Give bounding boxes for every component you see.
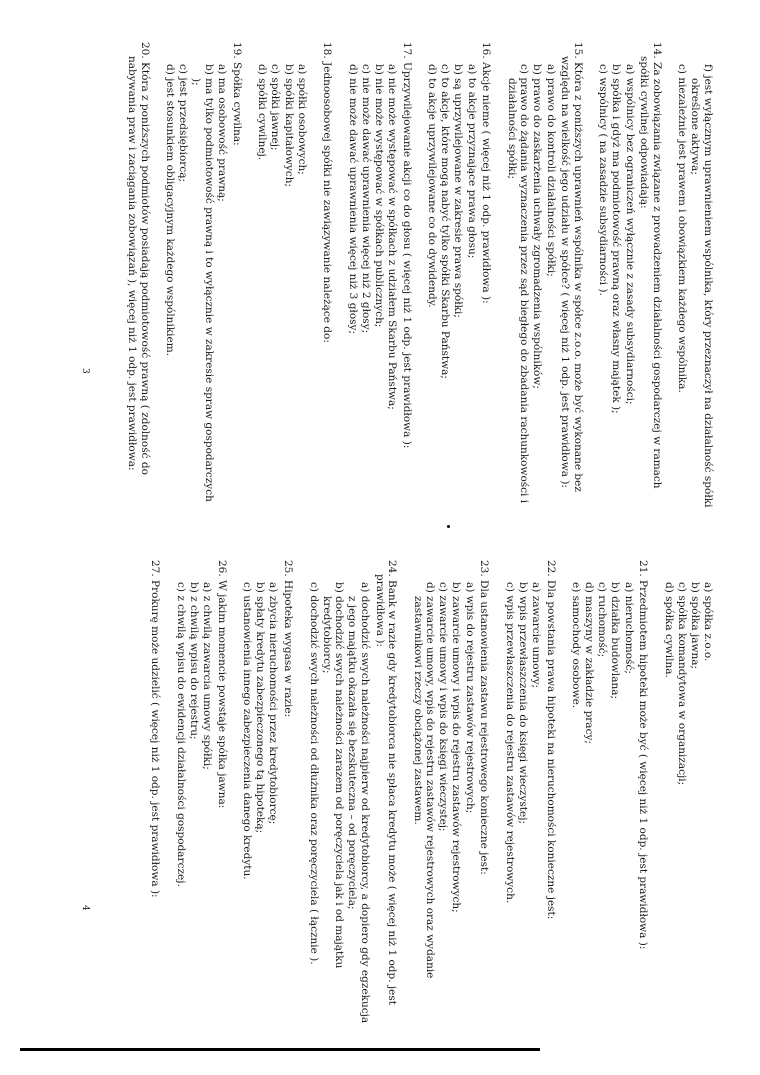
answer-option: c) ustanowienia innego zabezpieczenia danego kredytu. <box>241 582 254 880</box>
question-text: 20. Która z poniższych podmiotów posiadają podmiotowość prawną ( zdolność do nabywania praw i zaciągania zobowiązań ), więcej niż 1 odp. jest prawidłowa: <box>126 42 151 475</box>
answer-option: b) działka budowlana; <box>609 582 622 700</box>
answer-option: e) samochody osobowe. <box>570 582 583 709</box>
answer-option: b) nie może występować w spółkach publicznych; <box>373 64 386 328</box>
answer-options <box>174 560 213 1030</box>
answer-options <box>505 42 556 512</box>
answer-option: a) wspólnicy bez ograniczeń wyłącznie z zasady subsydiarności; <box>623 64 636 405</box>
answer-options <box>662 560 714 1030</box>
answer-options <box>597 42 636 512</box>
answer-options <box>411 560 475 1030</box>
question-block <box>597 42 663 512</box>
answer-options <box>241 560 280 1030</box>
answer-options <box>307 560 371 1030</box>
answer-option: b) prawo do zaskarżenia uchwały zgromadzenia wspólników; <box>531 64 544 389</box>
question-text: 26. W jakim momencie powstaje spółka jawna: <box>215 560 228 809</box>
answer-option: d) to akcje uprzywilejowane co do dywidendy. <box>426 64 439 308</box>
question-text: 19. Spółka cywilna: <box>230 42 243 146</box>
answer-option: d) maszyny w zakładzie pracy; <box>583 582 596 744</box>
answer-option: c) niezależnie jest prawem i obowiązkiem każdego wspólnika. <box>676 64 689 393</box>
answer-option: b) zawarcie umowy i wpis do rejestru zastawów rejestrowych; <box>450 582 463 913</box>
answer-option: d) nie może dawać uprawnienia więcej niż 3 głosy; <box>346 64 359 335</box>
question-block <box>411 560 490 1030</box>
question-text: 18. Jednoosobowej spółki nie zawiązywanie należące do: <box>321 42 334 343</box>
question-text: 24. Bank w razie gdy kredytobiorca nie spłaca kredytu może ( więcej niż 1 odp. jest prawidłowa ): <box>373 560 399 1005</box>
answer-option: b) ma tylko podmiotowość prawną i to wyłącznie w zakresie spraw gospodarczych ); <box>190 64 216 502</box>
right-column <box>136 560 714 1030</box>
answer-option: b) spółka jawna; <box>688 582 701 670</box>
answer-option: a) wpis do rejestru zastawów rejestrowych; <box>463 582 476 814</box>
answer-option: d) zawarcie umowy, wpis do rejestru zastawów rejestrowych oraz wydanie zastawnikowi rzeczy obciążonej zastawem. <box>411 582 437 979</box>
question-block <box>570 560 650 1030</box>
question-block <box>321 42 334 512</box>
question-text: 16. Akcje nieme ( więcej niż 1 odp. prawidłowa ): <box>480 42 493 304</box>
answer-option: b) spółka i gdyż ma podmiotowość prawną oraz własny majątek ); <box>610 64 623 414</box>
answer-option: b) dochodzić swych należności zarazem od poręczyciela jak i od majątku kredytobiorcy; <box>320 582 346 969</box>
question-text: 23. Dla ustanowienia zastawu rejestrowego konieczne jest: <box>478 560 491 875</box>
answer-option: c) spółki jawnej; <box>269 64 282 151</box>
question-block <box>256 42 308 512</box>
answer-option: b) spółki kapitałowych; <box>282 64 295 188</box>
answer-option: c) ruchomość; <box>596 582 609 658</box>
answer-option: a) spółka z.o.o. <box>702 582 714 662</box>
answer-option: d) jest stosunkiem obligacyjnym każdego wspólnikiem. <box>164 64 177 357</box>
speck-mark <box>447 525 450 528</box>
answer-option: b) spłaty kredytu zabezpieczonego tą hipoteką; <box>254 582 267 834</box>
answer-option: c) z chwilą wpisu do ewidencji działalności gospodarczej. <box>174 582 187 887</box>
answer-option: d) spółki cywilnej. <box>256 64 269 161</box>
answer-options <box>426 42 478 512</box>
answer-options <box>164 42 228 512</box>
answer-option: c) spółka komandytowa w organizacji; <box>675 582 688 786</box>
answer-option: a) spółki osobowych; <box>295 64 308 175</box>
question-block <box>662 560 714 1030</box>
question-block <box>149 560 162 1030</box>
answer-option: c) to akcje, które mogą nabyć tylko spółki Skarbu Państwa; <box>439 64 452 379</box>
answer-option: b) są uprzywilejowane w zakresie prawa spółki; <box>452 64 465 318</box>
question-text: 27. Prokurę może udzielić ( więcej niż 1 odp. jest prawidłowa ): <box>149 560 162 898</box>
answer-option: c) nie może dawać uprawnienia więcej niż 2 głosy; <box>359 64 372 334</box>
answer-option: c) wpis przewłaszczenia do rejestru zastawów rejestrowych. <box>503 582 516 904</box>
answer-option: c) wspólnicy ( na zasadzie subsydiarności ). <box>597 64 610 296</box>
answer-options <box>570 560 635 1030</box>
answer-option: c) prawo do żądania wyznaczenia przez sąd biegłego do zbadania rachunkowości i działalności spółki; <box>505 64 531 504</box>
answer-options <box>346 42 398 512</box>
answer-option: a) nie może występować w spółkach z udziałem Skarbu Państwa; <box>386 64 399 410</box>
page-number-left: 3 <box>80 368 90 374</box>
answer-option: f) jest wyłącznym uprawnieniem wspólnika, który przeznaczył na działalność spółki określone aktywa; <box>689 64 714 508</box>
answer-option: c) jest przedsiębiorcą; <box>177 64 190 182</box>
answer-option: a) nieruchomość; <box>622 582 635 674</box>
answer-option: b) wpis przewłaszczenia do księgi wieczystej; <box>516 582 529 824</box>
question-block <box>676 42 714 512</box>
question-text: 14. Za zobowiązania związane z prowadzeniem działalności gospodarczej w ramach spółki cywilnej odpowiadają: <box>638 42 663 489</box>
answer-option: d) spółka cywilna. <box>662 582 675 678</box>
scan-edge-line <box>20 1048 540 1051</box>
question-block <box>426 42 492 512</box>
question-block <box>126 42 151 512</box>
answer-option: a) zawarcie umowy; <box>529 582 542 689</box>
page-number-right: 4 <box>80 905 90 911</box>
answer-options <box>676 42 714 512</box>
question-text: 15. Która z poniższych uprawnień wspólnika w spółce z.o.o. może być wykonane bez względu na wielkość jego udziału w spółce? ( więcej niż 1 odp. jest prawidłowa ): <box>559 42 584 492</box>
answer-option: a) zbycia nieruchomości przez kredytobiorcę; <box>267 582 280 825</box>
answer-option: a) to akcje przyznające prawa głosu; <box>465 64 478 259</box>
answer-option: a) z chwilą zawarcia umowy spółki; <box>201 582 213 770</box>
question-block <box>505 42 584 512</box>
answer-option: c) zawarcie umowy i wpis do księgi wieczystej; <box>437 582 450 832</box>
answer-option: b) z chwilą wpisu do rejestru; <box>187 582 200 740</box>
question-block <box>164 42 243 512</box>
answer-option: c) dochodzić swych należności od dłużnika oraz poręczyciela ( łącznie ). <box>307 582 320 965</box>
answer-option: a) dochodzić swych należności najpierw od kredytobiorcy, a dopiero gdy egzekucja z jego majątku okazała się bezskuteczna – od poręczyciela; <box>346 582 371 1024</box>
question-text: 21. Przedmiotem hipoteki może być ( więcej niż 1 odp. jest prawidłowa ): <box>637 560 650 950</box>
question-block <box>174 560 227 1030</box>
answer-option: a) ma osobowość prawną; <box>216 64 229 202</box>
answer-options <box>256 42 308 512</box>
question-block <box>503 560 556 1030</box>
question-text: 17. Uprzywilejowanie akcji co do głosu ( więcej niż 1 odp. jest prawidłowa ): <box>400 42 413 449</box>
left-column <box>113 42 714 512</box>
question-text: 22. Dla powstania prawa hipoteki na nieruchomości konieczne jest: <box>544 560 557 920</box>
question-block <box>346 42 412 512</box>
question-text: 25. Hipoteka wygasa w razie: <box>281 560 294 718</box>
question-block <box>307 560 398 1030</box>
answer-options <box>503 560 542 1030</box>
answer-option: a) prawo do kontroli działalności spółki; <box>544 64 557 277</box>
question-block <box>241 560 294 1030</box>
